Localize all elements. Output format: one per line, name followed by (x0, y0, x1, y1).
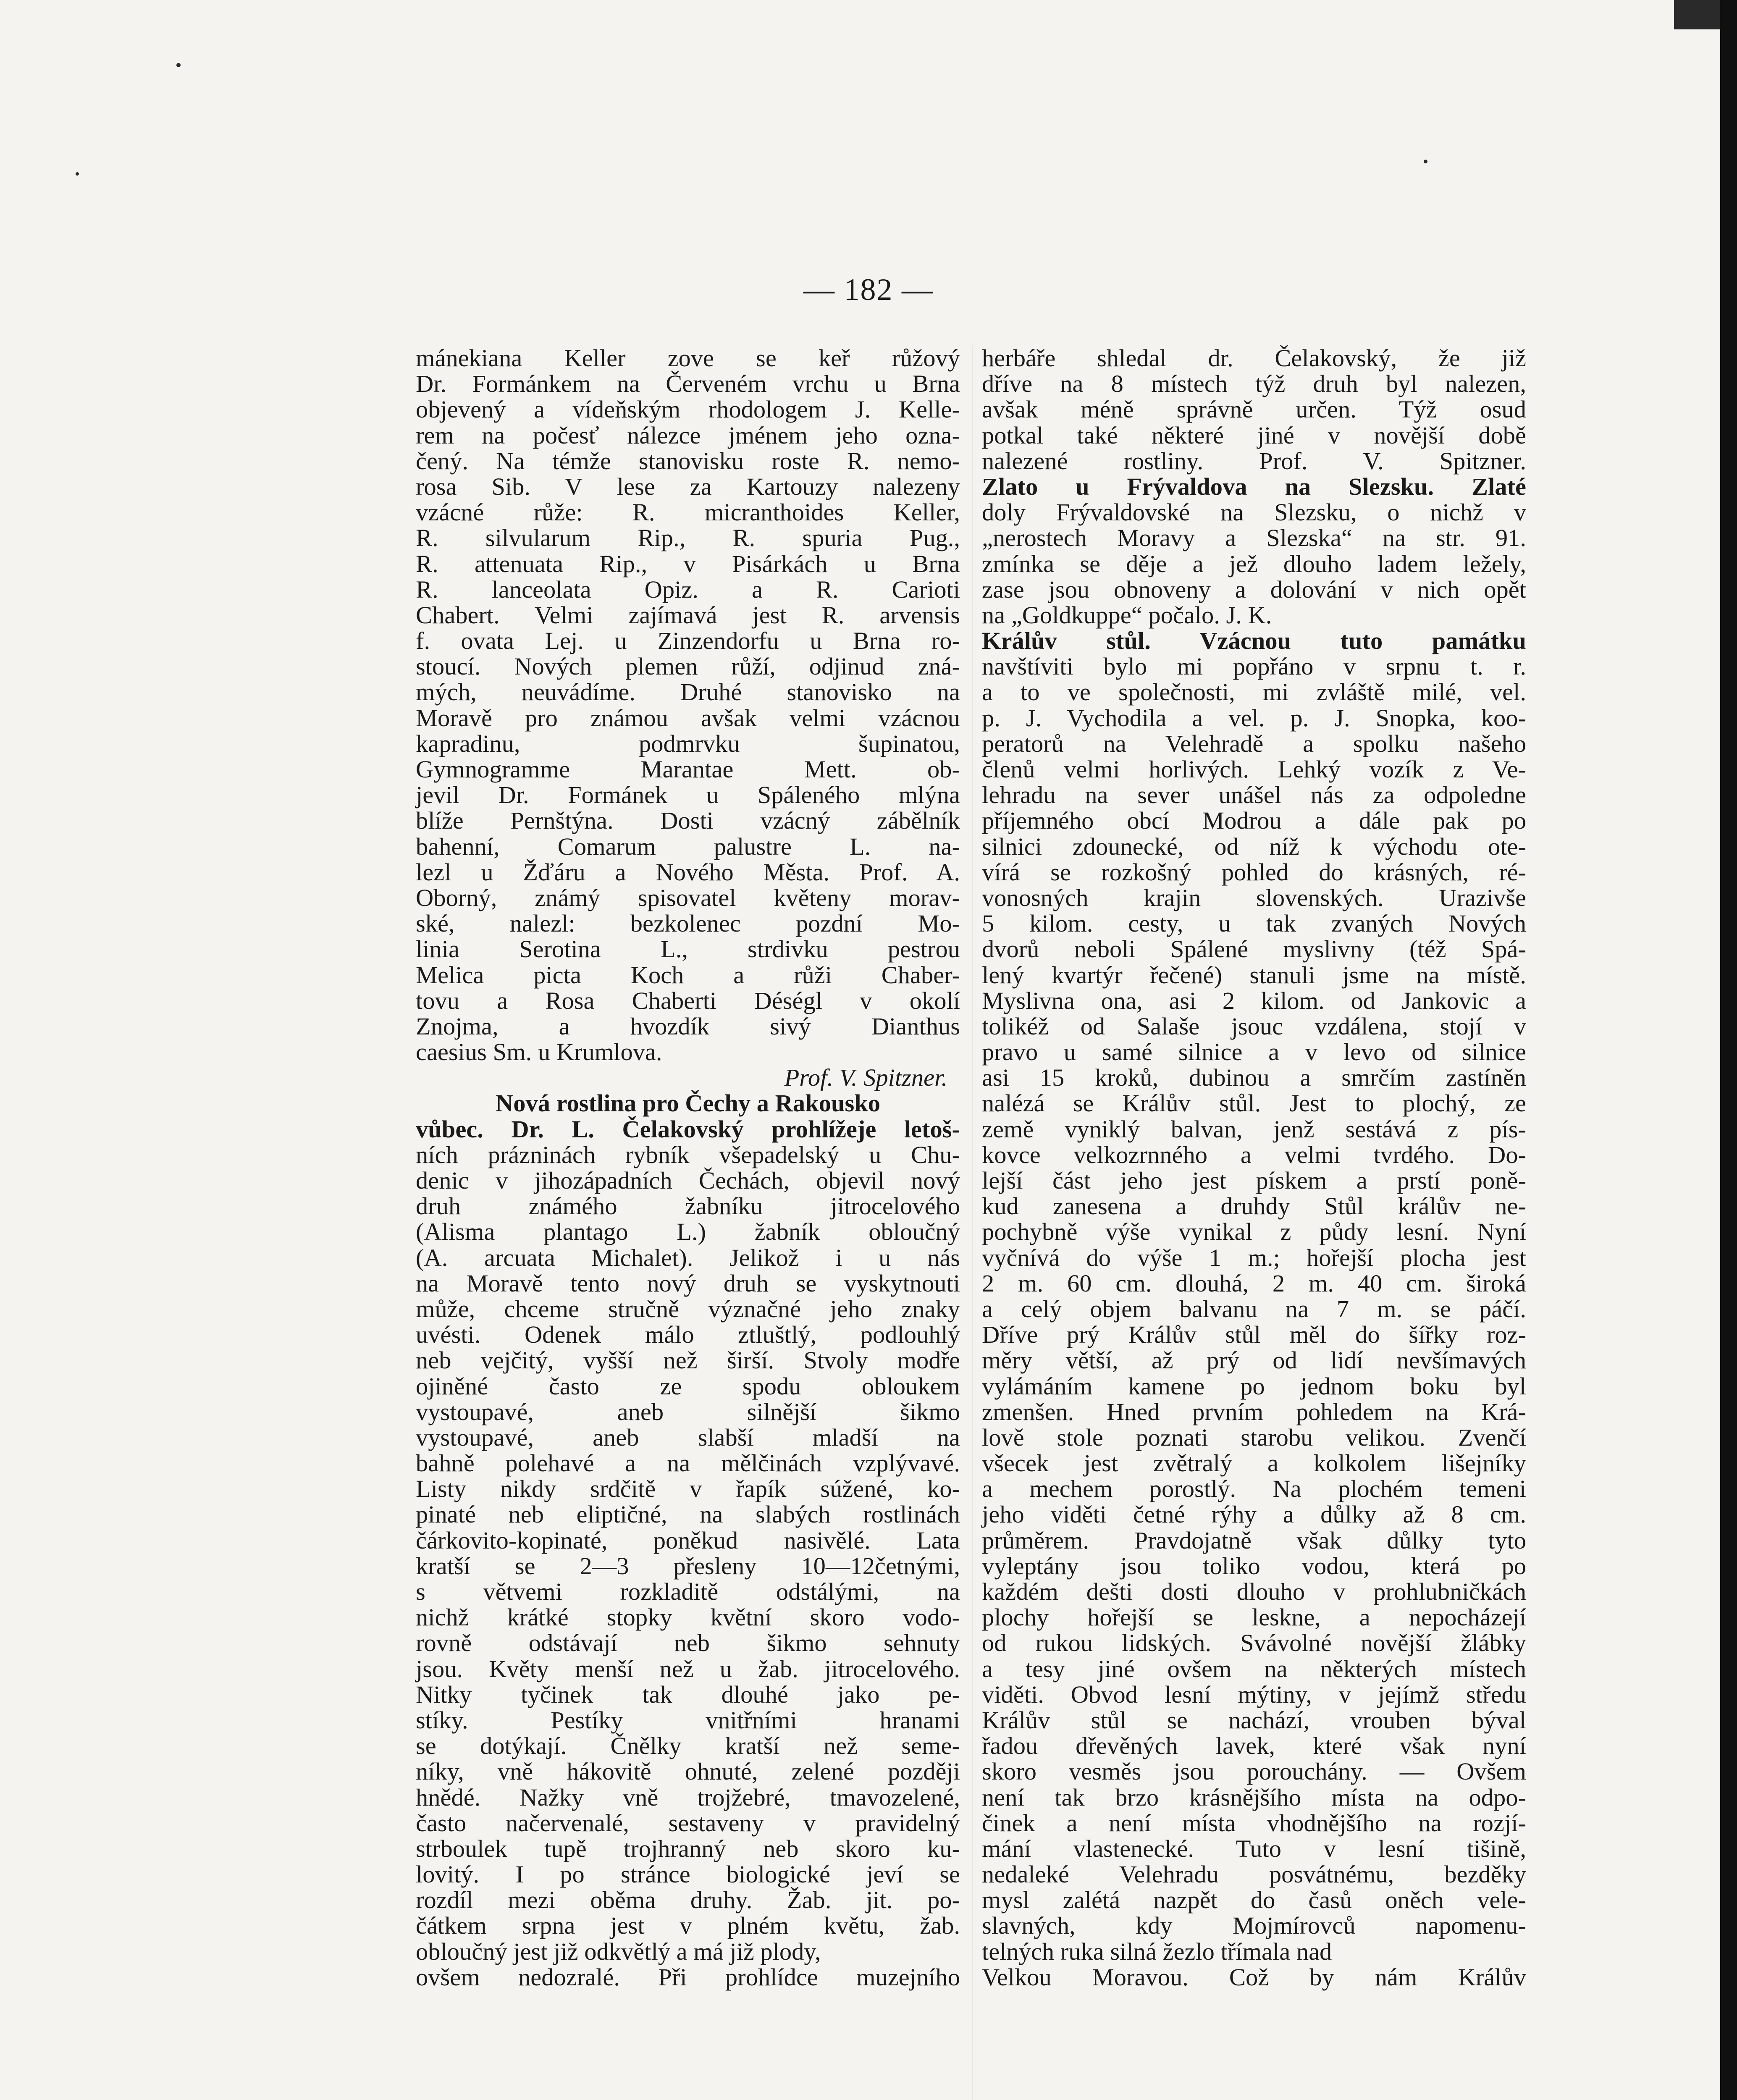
text-line: 5 kilom. cesty, u tak zvaných Nových (982, 910, 1526, 937)
text-line: skoro vesměs jsou porouchány. — Ovšem (982, 1758, 1526, 1785)
text-line: avšak méně správně určen. Týž osud (982, 396, 1526, 423)
text-line: denic v jihozápadních Čechách, objevil nový (416, 1167, 960, 1194)
text-line: není tak brzo krásnějšího místa na odpo- (982, 1783, 1526, 1811)
text-line: na Moravě tento nový druh se vyskytnouti (416, 1269, 960, 1297)
text-line: kud zanesena a druhdy Stůl králův ne- (982, 1192, 1526, 1220)
text-line: pinaté neb eliptičné, na slabých rostlinách (416, 1501, 960, 1528)
text-line: vystoupavé, aneb silnější šikmo (416, 1398, 960, 1425)
text-line: zmínka se děje a jež dlouho ladem ležely, (982, 550, 1526, 578)
text-line: lovitý. I po stránce biologické jeví se (416, 1861, 960, 1888)
text-line: nedaleké Velehradu posvátnému, bezděky (982, 1861, 1526, 1888)
text-line: Myslivna ona, asi 2 kilom. od Jankovic a (982, 987, 1526, 1014)
text-line: p. J. Vychodila a vel. p. J. Snopka, koo- (982, 704, 1526, 732)
text-line: pravo u samé silnice a v levo od silnice (982, 1038, 1526, 1066)
text-line: čený. Na témže stanovisku roste R. nemo- (416, 447, 960, 475)
scan-corner-shadow (1674, 0, 1720, 29)
text-line: Dříve prý Králův stůl měl do šířky roz- (982, 1321, 1526, 1349)
text-line: „nerostech Moravy a Slezska“ na str. 91. (982, 524, 1526, 552)
text-line: vyleptány jsou toliko vodou, která po (982, 1552, 1526, 1580)
text-line: Zlato u Frývaldova na Slezsku. Zlaté (982, 472, 1526, 500)
text-line: vylámáním kamene po jednom boku byl (982, 1372, 1526, 1400)
text-line: lený kvartýr řečené) stanuli jsme na místě. (982, 961, 1526, 989)
text-line: 2 m. 60 cm. dlouhá, 2 m. 40 cm. široká (982, 1269, 1526, 1297)
text-line: vystoupavé, aneb slabší mladší na (416, 1423, 960, 1451)
text-line: nichž krátké stopky květní skoro vodo- (416, 1604, 960, 1631)
text-line: Oborný, známý spisovatel květeny morav- (416, 884, 960, 911)
text-line: mánekiana Keller zove se keř růžový (416, 344, 960, 372)
text-line: a celý objem balvanu na 7 m. se páčí. (982, 1295, 1526, 1323)
text-line: jsou. Květy menší než u žab. jitrocelového. (416, 1655, 960, 1683)
text-line: hnědé. Nažky vně trojžebré, tmavozelené, (416, 1783, 960, 1811)
text-line: všecek jest zvětralý a kolkolem lišejníky (982, 1449, 1526, 1477)
text-line: členů velmi horlivých. Lehký vozík z Ve- (982, 756, 1526, 783)
text-line: rozdíl mezi oběma druhy. Žab. jit. po- (416, 1886, 960, 1914)
text-line: lejší část jeho jest pískem a prstí poně- (982, 1167, 1526, 1194)
text-line: Velkou Moravou. Což by nám Králův (982, 1963, 1526, 1991)
text-line: tovu a Rosa Chaberti Déségl v okolí (416, 987, 960, 1014)
text-line: činek a není místa vhodnějšího na rozjí- (982, 1809, 1526, 1837)
text-line: (Alisma plantago L.) žabník obloučný (416, 1218, 960, 1246)
text-line: čárkovito-kopinaté, poněkud nasivělé. Lata (416, 1526, 960, 1554)
text-line: zase jsou obnoveny a dolování v nich opět (982, 575, 1526, 603)
text-line: f. ovata Lej. u Zinzendorfu u Brna ro- (416, 627, 960, 655)
text-line: Znojma, a hvozdík sivý Dianthus (416, 1012, 960, 1040)
text-line: nalézá se Králův stůl. Jest to plochý, ze (982, 1089, 1526, 1117)
text-line: měry větší, až prý od lidí nevšímavých (982, 1347, 1526, 1374)
text-line: průměrem. Pravdojatně však důlky tyto (982, 1526, 1526, 1554)
text-line: nalezené rostliny. Prof. V. Spitzner. (982, 447, 1526, 475)
text-line: peratorů na Velehradě a spolku našeho (982, 730, 1526, 757)
text-line: zmenšen. Hned prvním pohledem na Krá- (982, 1398, 1526, 1425)
text-line: (A. arcuata Michalet). Jelikož i u nás (416, 1244, 960, 1271)
text-line: Prof. V. Spitzner. (784, 1064, 947, 1092)
left-column (416, 345, 960, 1990)
text-line: Králův stůl. Vzácnou tuto památku (982, 627, 1526, 655)
text-line: dvorů neboli Spálené myslivny (též Spá- (982, 935, 1526, 963)
text-line: příjemného obcí Modrou a dále pak po (982, 807, 1526, 835)
text-line: mání vlastenecké. Tuto v lesní tišině, (982, 1835, 1526, 1862)
text-line: kratší se 2—3 přesleny 10—12četnými, (416, 1552, 960, 1580)
text-line: se dotýkají. Čnělky kratší než seme- (416, 1732, 960, 1760)
text-line: a to ve společnosti, mi zvláště milé, vel. (982, 678, 1526, 706)
text-line: doly Frývaldovské na Slezsku, o nichž v (982, 499, 1526, 526)
text-line: plochy hořejší se leskne, a nepocházejí (982, 1604, 1526, 1631)
scan-speck (76, 172, 79, 176)
text-line: Králův stůl se nachází, vrouben býval (982, 1706, 1526, 1734)
text-line: ovšem nedozralé. Při prohlídce muzejního (416, 1963, 960, 1991)
text-line: mysl zalétá nazpět do časů oněch vele- (982, 1886, 1526, 1914)
text-line: Melica picta Koch a růži Chaber- (416, 961, 960, 989)
text-line: bahně polehavé a na mělčinách vzplývavé. (416, 1449, 960, 1477)
text-line: strboulek tupě trojhranný neb skoro ku- (416, 1835, 960, 1862)
scan-speck (176, 63, 181, 67)
right-column (982, 345, 1526, 1990)
text-line: vonosných krajin slovenských. Urazivše (982, 884, 1526, 911)
text-line: stoucí. Nových plemen růží, odjinud zná- (416, 653, 960, 680)
text-line: objevený a vídeňským rhodologem J. Kelle- (416, 396, 960, 423)
text-line: níky, vně hákovitě ohnuté, zelené později (416, 1758, 960, 1785)
text-line: neb vejčitý, vyšší než širší. Stvoly modře (416, 1347, 960, 1374)
text-line: R. silvularum Rip., R. spuria Pug., (416, 524, 960, 552)
text-line: caesius Sm. u Krumlova. (416, 1038, 662, 1066)
text-line: slavných, kdy Mojmírovců napomenu- (982, 1912, 1526, 1940)
scan-speck (1424, 160, 1427, 163)
text-line: lezl u Žďáru a Nového Města. Prof. A. (416, 858, 960, 886)
text-line: linia Serotina L., strdivku pestrou (416, 935, 960, 963)
text-line: mých, neuvádíme. Druhé stanovisko na (416, 678, 960, 706)
text-line: kovce velkozrnného a velmi tvrdého. Do- (982, 1141, 1526, 1168)
text-line: vírá se rozkošný pohled do krásných, ré- (982, 858, 1526, 886)
text-line: s větvemi rozkladitě odstálými, na (416, 1578, 960, 1605)
text-line: R. lanceolata Opiz. a R. Carioti (416, 575, 960, 603)
text-line: Gymnogramme Marantae Mett. ob- (416, 756, 960, 783)
text-line: od rukou lidských. Svávolné novější žlábky (982, 1629, 1526, 1657)
text-line: ních prázninách rybník všepadelský u Chu- (416, 1141, 960, 1168)
text-line: telných ruka silná žezlo třímala nad (982, 1937, 1332, 1965)
text-line: často načervenalé, sestaveny v pravidelný (416, 1809, 960, 1837)
text-line: na „Goldkuppe“ počalo. J. K. (982, 601, 1272, 629)
text-line: rovně odstávají neb šikmo sehnuty (416, 1629, 960, 1657)
text-line: silnici zdounecké, od níž k východu ote- (982, 832, 1526, 860)
text-line: jeho viděti četné rýhy a důlky až 8 cm. (982, 1501, 1526, 1528)
text-line: navštíviti bylo mi popřáno v srpnu t. r. (982, 653, 1526, 680)
text-line: každém dešti dosti dlouho v prohlubničkách (982, 1578, 1526, 1605)
text-line: může, chceme stručně význačné jeho znaky (416, 1295, 960, 1323)
text-line: Chabert. Velmi zajímavá jest R. arvensis (416, 601, 960, 629)
text-line: R. attenuata Rip., v Pisárkách u Brna (416, 550, 960, 578)
text-line: jevil Dr. Formánek u Spáleného mlýna (416, 781, 960, 809)
text-line: druh známého žabníku jitrocelového (416, 1192, 960, 1220)
text-line: a tesy jiné ovšem na některých místech (982, 1655, 1526, 1683)
text-line: lově stole poznati starobu velikou. Zvenčí (982, 1423, 1526, 1451)
text-line: Nitky tyčinek tak dlouhé jako pe- (416, 1680, 960, 1708)
text-line: bahenní, Comarum palustre L. na- (416, 832, 960, 860)
text-line: ské, nalezl: bezkolenec pozdní Mo- (416, 910, 960, 937)
text-line: herbáře shledal dr. Čelakovský, že již (982, 344, 1526, 372)
text-line: obloučný jest již odkvětlý a má již plody, (416, 1937, 821, 1965)
text-line: kapradinu, podmrvku šupinatou, (416, 730, 960, 757)
text-line: Moravě pro známou avšak velmi vzácnou (416, 704, 960, 732)
text-line: stíky. Pestíky vnitřními hranami (416, 1706, 960, 1734)
text-line: uvésti. Odenek málo ztluštlý, podlouhlý (416, 1321, 960, 1349)
text-line: dříve na 8 místech týž druh byl nalezen, (982, 370, 1526, 398)
text-line: Nová rostlina pro Čechy a Rakousko (495, 1089, 881, 1117)
scan-edge-dark (1720, 0, 1737, 2100)
text-line: vyčnívá do výše 1 m.; hořejší plocha jest (982, 1244, 1526, 1271)
text-line: tolikéž od Salaše jsouc vzdálena, stojí v (982, 1012, 1526, 1040)
text-line: blíže Pernštýna. Dosti vzácný zábělník (416, 807, 960, 835)
text-line: asi 15 kroků, dubinou a smrčím zastíněn (982, 1064, 1526, 1092)
page-number: — 182 — (803, 273, 934, 307)
text-line: pochybně výše vynikal z půdy lesní. Nyní (982, 1218, 1526, 1246)
text-line: lehradu na sever unášel nás za odpoledne (982, 781, 1526, 809)
text-line: a mechem porostlý. Na plochém temeni (982, 1475, 1526, 1503)
text-line: Dr. Formánkem na Červeném vrchu u Brna (416, 370, 960, 398)
text-line: rem na počesť nálezce jménem jeho ozna- (416, 421, 960, 449)
text-line: Listy nikdy srdčitě v řapík súžené, ko- (416, 1475, 960, 1503)
text-line: rosa Sib. V lese za Kartouzy nalezeny (416, 472, 960, 500)
text-line: vůbec. Dr. L. Čelakovský prohlížeje letoš- (416, 1115, 960, 1143)
text-line: řadou dřevěných lavek, které však nyní (982, 1732, 1526, 1760)
text-line: vzácné růže: R. micranthoides Keller, (416, 499, 960, 526)
column-gutter (972, 345, 973, 2100)
text-line: čátkem srpna jest v plném květu, žab. (416, 1912, 960, 1940)
text-line: viděti. Obvod lesní mýtiny, v jejímž středu (982, 1680, 1526, 1708)
text-line: země vyniklý balvan, jenž sestává z pís- (982, 1115, 1526, 1143)
text-line: ojiněné často ze spodu obloukem (416, 1372, 960, 1400)
text-line: potkal také některé jiné v novější době (982, 421, 1526, 449)
